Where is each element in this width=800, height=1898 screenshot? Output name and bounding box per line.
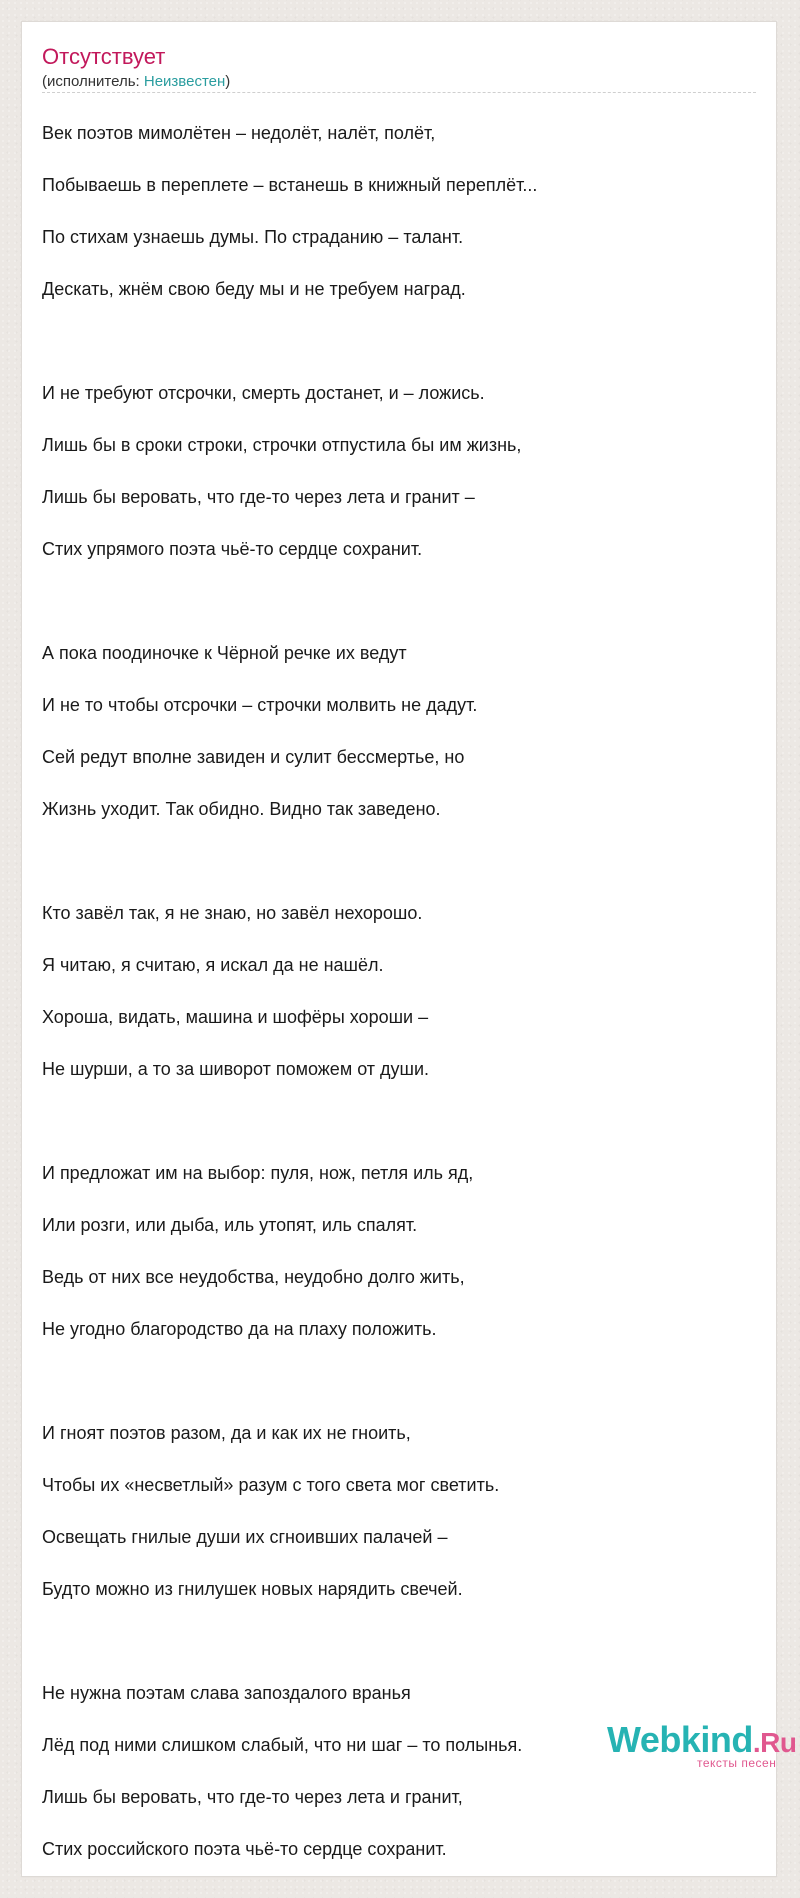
lyric-line: А пока поодиночке к Чёрной речке их ведут: [42, 643, 407, 663]
stanza-gap: [42, 835, 742, 887]
webkind-logo[interactable]: [607, 1719, 797, 1782]
lyric-line: Стих российского поэта чьё-то сердце сохранит.: [42, 1839, 447, 1859]
lyric-line: И гноят поэтов разом, да и как их не гноить,: [42, 1423, 411, 1443]
stanza-gap: [42, 315, 742, 367]
lyric-line: Лишь бы веровать, что где-то через лета и гранит –: [42, 487, 475, 507]
lyric-line: Или розги, или дыба, иль утопят, иль спалят.: [42, 1215, 418, 1235]
lyric-line: По стихам узнаешь думы. По страданию – талант.: [42, 227, 464, 247]
logo-word: Webkind: [607, 1719, 753, 1760]
lyric-line: Не нужна поэтам слава запоздалого вранья: [42, 1683, 411, 1703]
lyric-line: Освещать гнилые души их сгноивших палачей –: [42, 1527, 448, 1547]
logo-tld: .Ru: [752, 1727, 797, 1758]
artist-line: [42, 74, 230, 89]
lyric-line: Побываешь в переплете – встанешь в книжный переплёт...: [42, 175, 538, 195]
logo-wordmark: [607, 1719, 797, 1760]
title-divider: [42, 92, 756, 93]
lyric-line: Кто завёл так, я не знаю, но завёл нехорошо.: [42, 903, 423, 923]
artist-suffix: ): [225, 73, 231, 90]
lyric-line: Не угодно благородство да на плаху положить.: [42, 1319, 437, 1339]
logo-tagline: тексты песен: [697, 1756, 777, 1770]
song-title: Отсутствует: [42, 44, 166, 69]
lyric-line: Век поэтов мимолётен – недолёт, налёт, полёт,: [42, 123, 436, 143]
lyrics-body: [42, 107, 742, 1875]
artist-prefix: (исполнитель:: [42, 73, 144, 90]
lyric-line: Будто можно из гнилушек новых нарядить свечей.: [42, 1579, 463, 1599]
lyric-line: Стих упрямого поэта чьё-то сердце сохранит.: [42, 539, 423, 559]
lyric-line: Не шурши, а то за шиворот поможем от души.: [42, 1059, 430, 1079]
lyric-line: Я читаю, я считаю, я искал да не нашёл.: [42, 955, 384, 975]
lyric-line: Лёд под ними слишком слабый, что ни шаг – то полынья.: [42, 1735, 523, 1755]
stanza-gap: [42, 575, 742, 627]
lyric-line: И не требуют отсрочки, смерть достанет, и – ложись.: [42, 383, 485, 403]
lyric-line: Лишь бы в сроки строки, строчки отпустила бы им жизнь,: [42, 435, 522, 455]
lyric-line: Хороша, видать, машина и шофёры хороши –: [42, 1007, 429, 1027]
lyric-line: Сей редут вполне завиден и сулит бессмертье, но: [42, 747, 465, 767]
lyrics-card: [21, 21, 797, 1877]
lyric-line: Чтобы их «несветлый» разум с того света мог светить.: [42, 1475, 500, 1495]
stanza-gap: [42, 1095, 742, 1147]
stanza-gap: [42, 1615, 742, 1667]
lyric-line: Жизнь уходит. Так обидно. Видно так заведено.: [42, 799, 441, 819]
lyric-line: И предложат им на выбор: пуля, нож, петля иль яд,: [42, 1163, 474, 1183]
stanza-gap: [42, 1355, 742, 1407]
lyric-line: Дескать, жнём свою беду мы и не требуем наград.: [42, 279, 466, 299]
lyric-line: Ведь от них все неудобства, неудобно долго жить,: [42, 1267, 465, 1287]
lyric-line: Лишь бы веровать, что где-то через лета и гранит,: [42, 1787, 463, 1807]
lyric-line: И не то чтобы отсрочки – строчки молвить не дадут.: [42, 695, 478, 715]
artist-link[interactable]: Неизвестен: [143, 73, 226, 90]
